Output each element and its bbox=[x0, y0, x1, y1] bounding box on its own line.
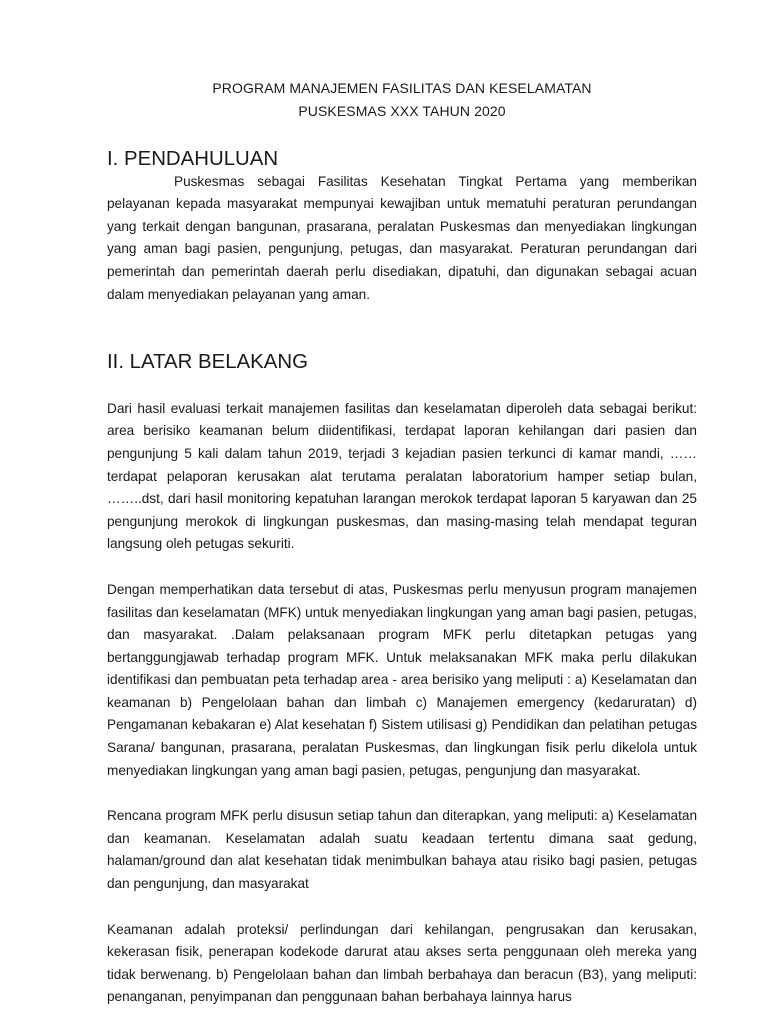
document-title-line2: PUSKESMAS XXX TAHUN 2020 bbox=[298, 103, 506, 119]
section-latar-belakang bbox=[107, 351, 697, 1009]
paragraph-pendahuluan: Puskesmas sebagai Fasilitas Kesehatan Tingkat Pertama yang memberikan pelayanan kepada masyarakat mempunyai kewajiban untuk mematuhi peraturan perundangan yang terkait dengan bangunan, prasarana, peralatan Puskesmas dan menyediakan lingkungan yang aman bagi pasien, pengunjung, petugas, dan masyarakat. Peraturan perundangan dari pemerintah dan pemerintah daerah perlu disediakan, dipatuhi, dan digunakan sebagai acuan dalam menyediakan pelayanan yang aman. bbox=[107, 173, 697, 302]
spacer bbox=[107, 374, 697, 398]
section-heading-pendahuluan: I. PENDAHULUAN bbox=[107, 148, 279, 170]
spacer bbox=[107, 556, 697, 579]
document-title-line1: PROGRAM MANAJEMEN FASILITAS DAN KESELAMATAN bbox=[212, 80, 592, 96]
paragraph-latar-belakang-2: Dengan memperhatikan data tersebut di atas, Puskesmas perlu menyusun program manajemen fasilitas dan keselamatan (MFK) untuk menyediakan lingkungan yang aman bagi pasien, petugas, dan masyarakat. .Dalam pelaksanaan program MFK perlu ditetapkan petugas yang bertanggungjawab terhadap program MFK. Untuk melaksanakan MFK maka perlu dilakukan identifikasi dan pembuatan peta terhadap area - area berisiko yang meliputi : a) Keselamatan dan keamanan b) Pengelolaan bahan dan limbah c) Manajemen emergency (kedaruratan) d) Pengamanan kebakaran e) Alat kesehatan f) Sistem utilisasi g) Pendidikan dan pelatihan petugas Sarana/ bangunan, prasarana, peralatan Puskesmas, dan lingkungan fisik perlu dikelola untuk menyediakan lingkungan yang aman bagi pasien, petugas, pengunjung dan masyarakat. bbox=[107, 581, 697, 778]
paragraph-latar-belakang-1: Dari hasil evaluasi terkait manajemen fasilitas dan keselamatan diperoleh data sebagai berikut: area berisiko keamanan belum diidentifikasi, terdapat laporan kehilangan dari pasien dan pengunjung 5 kali dalam tahun 2019, terjadi 3 kejadian pasien terkunci di kamar mandi, …… terdapat pelaporan kerusakan alat terutama peralatan laboratorium hamper setiap bulan, ……..dst, dari hasil monitoring kepatuhan larangan merokok terdapat laporan 5 karyawan dan 25 pengunjung merokok di lingkungan puskesmas, dan masing-masing telah mendapat teguran langsung oleh petugas sekuriti. bbox=[107, 400, 697, 552]
spacer bbox=[107, 306, 697, 351]
document-title-block bbox=[107, 77, 697, 123]
spacer bbox=[107, 782, 697, 805]
paragraph-latar-belakang-4: Keamanan adalah proteksi/ perlindungan dari kehilangan, pengrusakan dan kerusakan, kekerasan fisik, penerapan kodekode darurat atau akses serta penggunaan oleh mereka yang tidak berwenang. b) Pengelolaan bahan dan limbah berbahaya dan beracun (B3), yang meliputi: penanganan, penyimpanan dan penggunaan bahan berbahaya lainnya harus bbox=[107, 921, 697, 1005]
section-pendahuluan bbox=[107, 148, 697, 306]
paragraph-latar-belakang-3: Rencana program MFK perlu disusun setiap tahun dan diterapkan, yang meliputi: a) Keselamatan dan keamanan. Keselamatan adalah suatu keadaan tertentu dimana saat gedung, halaman/ground dan alat kesehatan tidak menimbulkan bahaya atau risiko bagi pasien, petugas dan pengunjung, dan masyarakat bbox=[107, 808, 697, 892]
section-heading-latar-belakang: II. LATAR BELAKANG bbox=[107, 351, 308, 374]
spacer bbox=[107, 896, 697, 919]
